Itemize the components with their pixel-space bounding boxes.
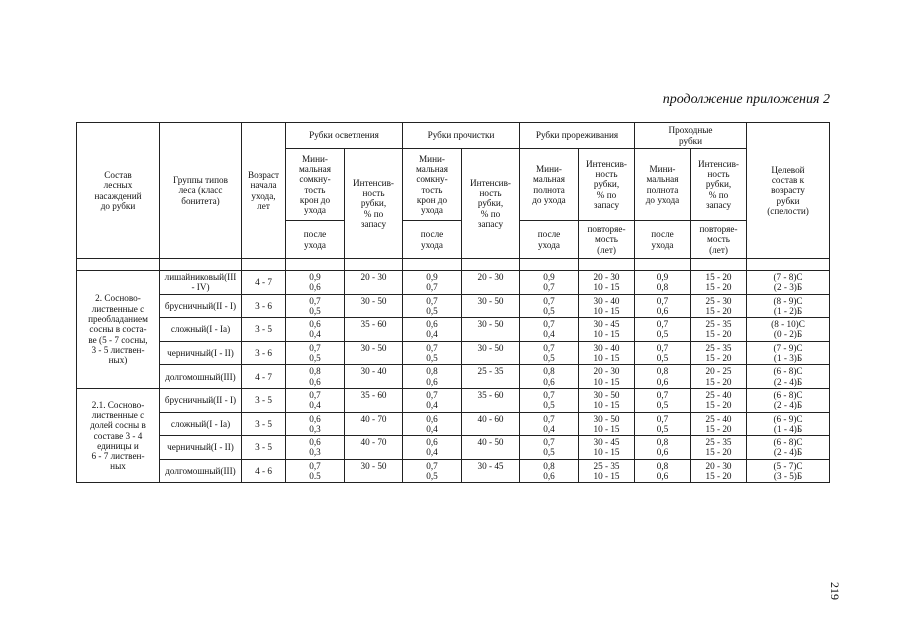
cell-line: (2 - 4)Б (773, 447, 803, 458)
cleaning-intensity-cell: 30 - 45 (462, 459, 520, 483)
cell-line: 0,6 (656, 376, 669, 387)
cleaning-intensity-cell: 40 - 50 (462, 436, 520, 460)
start-age-cell: 4 - 7 (242, 271, 286, 295)
cell-line: 0,6 (309, 282, 321, 293)
lightening-intensity-cell: 20 - 30 (345, 271, 403, 295)
forest-type-cell (160, 294, 242, 318)
thinning-density-cell (520, 412, 579, 436)
cell-line: 0,6 (426, 376, 438, 387)
start-age-cell: 4 - 6 (242, 459, 286, 483)
cell-line: 0,6 (543, 376, 555, 387)
header-after-care: после ухода (286, 221, 345, 259)
cell-line: 0,4 (426, 329, 438, 340)
cell-line: 0,6 (656, 447, 669, 458)
start-age-cell: 3 - 5 (242, 436, 286, 460)
cleaning-closure-cell (403, 294, 462, 318)
cell-line: 0,5 (656, 423, 669, 434)
target-composition-cell (747, 365, 830, 389)
table-row (77, 388, 830, 412)
appendix-caption: продолжение приложения 2 (662, 92, 830, 107)
cell-line: 0,6 (543, 471, 555, 482)
cleaning-closure-cell (403, 388, 462, 412)
cell-line: (6 - 9)С (773, 413, 803, 424)
header-after-care: после ухода (520, 221, 579, 259)
cell-line: 0,4 (309, 400, 321, 411)
passing-density-cell (635, 365, 691, 389)
cell-line: 0,7 (426, 342, 438, 353)
thinning-density-cell (520, 365, 579, 389)
cell-line: долгомошный (165, 465, 221, 476)
header-after-care: после ухода (403, 221, 462, 259)
cell-line: 0,5 (309, 305, 321, 316)
cell-line: 0,7 (426, 295, 438, 306)
passing-density-cell (635, 318, 691, 342)
header-min-density: Мини- мальная полнота до ухода (635, 149, 691, 221)
forest-type-cell (160, 271, 242, 295)
cell-line: 0,8 (656, 460, 669, 471)
cell-line: (0 - 2)Б (773, 329, 803, 340)
cell-line: сосны в соста- (89, 324, 147, 335)
start-age-cell: 3 - 5 (242, 388, 286, 412)
cell-line: 10 - 15 (593, 353, 620, 364)
start-age-cell: 3 - 6 (242, 341, 286, 365)
thinning-intensity-cell (579, 459, 635, 483)
cell-line: 0,9 (426, 272, 438, 282)
cell-line: черничный (167, 442, 211, 453)
passing-intensity-cell (691, 318, 747, 342)
start-age-cell: 3 - 6 (242, 294, 286, 318)
cleaning-closure-cell (403, 341, 462, 365)
cell-line: ных) (108, 355, 128, 366)
cell-line: 0,8 (543, 366, 555, 377)
passing-density-cell (635, 341, 691, 365)
thinning-density-cell (520, 436, 579, 460)
cell-line: 0,6 (656, 305, 669, 316)
thinning-intensity-cell (579, 436, 635, 460)
cell-line: (I - II) (210, 442, 234, 453)
cell-line: 0,8 (656, 437, 669, 448)
cell-line: лиственные с (91, 409, 145, 420)
cell-line: лишайниковый (164, 272, 225, 282)
cell-line: 25 - 40 (705, 389, 732, 400)
cleaning-closure-cell (403, 271, 462, 295)
table-row (77, 341, 830, 365)
cell-line: 0,7 (426, 460, 438, 471)
header-lightening: Рубки осветления (286, 123, 403, 149)
forest-type-cell (160, 436, 242, 460)
header-composition: Состав лесных насаждений до рубки (77, 123, 160, 259)
cell-line: 20 - 30 (705, 460, 732, 471)
cell-line: (8 - 10)С (771, 319, 805, 330)
target-composition-cell (747, 436, 830, 460)
header-start-age: Возраст начала ухода, лет (242, 123, 286, 259)
cell-line: 10 - 15 (593, 282, 620, 293)
cell-line: 0,5 (656, 353, 669, 364)
header-intensity: Интенсив- ность рубки, % по запасу (345, 149, 403, 259)
lightening-closure-cell (286, 365, 345, 389)
lightening-intensity-cell: 35 - 60 (345, 388, 403, 412)
header-intensity: Интенсив- ность рубки, % по запасу (691, 149, 747, 221)
table-row (77, 294, 830, 318)
cell-line: (3 - 5)Б (773, 471, 803, 482)
lightening-intensity-cell: 30 - 50 (345, 294, 403, 318)
forest-type-cell (160, 412, 242, 436)
cell-line: 10 - 15 (593, 305, 620, 316)
cell-line: (III) (220, 371, 236, 382)
cell-line: 15 - 20 (705, 376, 732, 387)
header-after-care: после ухода (635, 221, 691, 259)
cell-line: 0,6 (426, 413, 438, 424)
table-row (77, 436, 830, 460)
forest-type-cell (160, 365, 242, 389)
target-composition-cell (747, 412, 830, 436)
lightening-intensity-cell: 40 - 70 (345, 412, 403, 436)
cell-line: 0,3 (309, 447, 321, 458)
cleaning-intensity-cell: 30 - 50 (462, 341, 520, 365)
cell-line: 0,8 (309, 366, 321, 377)
cell-line: 0,7 (543, 437, 555, 448)
lightening-intensity-cell: 30 - 40 (345, 365, 403, 389)
passing-density-cell (635, 294, 691, 318)
cell-line: 0,7 (309, 389, 321, 400)
passing-intensity-cell (691, 271, 747, 295)
cell-line: (7 - 9)С (773, 342, 803, 353)
cell-line: (II - I) (213, 395, 237, 406)
header-passing: Проходные рубки (635, 123, 747, 149)
cell-line: 10 - 15 (593, 329, 620, 340)
cell-line: 30 - 40 (593, 342, 620, 353)
forest-type-cell (160, 318, 242, 342)
thinning-density-cell (520, 271, 579, 295)
cell-line: 0,7 (656, 342, 669, 353)
cell-line: сложный (170, 324, 207, 335)
target-composition-cell (747, 341, 830, 365)
cleaning-intensity-cell: 30 - 50 (462, 294, 520, 318)
cell-line: 0,3 (309, 423, 321, 434)
cell-line: 20 - 30 (593, 366, 620, 377)
lightening-closure-cell (286, 294, 345, 318)
thinning-intensity-cell (579, 365, 635, 389)
target-composition-cell (747, 459, 830, 483)
passing-density-cell (635, 388, 691, 412)
cell-line: 0,7 (309, 460, 321, 471)
cell-line: (6 - 8)С (773, 389, 803, 400)
target-composition-cell (747, 318, 830, 342)
forest-type-cell (160, 341, 242, 365)
target-composition-cell (747, 294, 830, 318)
cell-line: 0,7 (656, 389, 669, 400)
cell-line: 0,5 (426, 353, 438, 364)
cell-line: 30 - 50 (593, 413, 620, 424)
lightening-closure-cell (286, 436, 345, 460)
lightening-closure-cell (286, 459, 345, 483)
cell-line: 10 - 15 (593, 376, 620, 387)
cell-line: 25 - 35 (705, 319, 732, 330)
cell-line: 25 - 35 (593, 460, 620, 471)
thinning-density-cell (520, 341, 579, 365)
cell-line: преобладанием (88, 314, 148, 325)
lightening-closure-cell (286, 388, 345, 412)
cell-line: 2.1. Сосново- (91, 399, 145, 410)
cell-line: 0,7 (543, 413, 555, 424)
cell-line: 10 - 15 (593, 447, 620, 458)
cell-line: лиственные с (91, 303, 145, 314)
cell-line: (I - Ia) (206, 418, 231, 429)
header-repeat: повторяе- мость (лет) (691, 221, 747, 259)
cell-line: 0,8 (426, 366, 438, 377)
passing-density-cell (635, 271, 691, 295)
cell-line: (8 - 9)С (773, 295, 803, 306)
cell-line: 3 - 5 листвен- (91, 344, 145, 355)
header-intensity: Интенсив- ность рубки, % по запасу (462, 149, 520, 259)
thinning-density-cell (520, 388, 579, 412)
cell-line: 0,7 (426, 389, 438, 400)
cell-line: (7 - 8)С (773, 272, 803, 282)
cell-line: 0,5 (426, 305, 438, 316)
target-composition-cell (747, 388, 830, 412)
cell-line: 15 - 20 (705, 400, 732, 411)
cleaning-intensity-cell: 35 - 60 (462, 388, 520, 412)
passing-intensity-cell (691, 341, 747, 365)
cell-line: 6 - 7 листвен- (91, 451, 145, 462)
cell-line: 0,8 (656, 282, 669, 293)
cell-line: 25 - 35 (705, 437, 732, 448)
thinning-intensity-cell (579, 412, 635, 436)
cell-line: 15 - 20 (705, 282, 732, 293)
thinning-intensity-cell (579, 318, 635, 342)
header-target: Целевой состав к возрасту рубки (спелости) (747, 123, 830, 259)
header-thinning: Рубки прореживания (520, 123, 635, 149)
cell-line: 0,9 (656, 272, 669, 282)
lightening-closure-cell (286, 271, 345, 295)
cell-line: сложный (170, 418, 207, 429)
cleaning-intensity-cell: 40 - 60 (462, 412, 520, 436)
cell-line: 30 - 40 (593, 295, 620, 306)
cell-line: единицы и (97, 440, 139, 451)
cell-line: 2. Сосново- (95, 293, 141, 304)
table-row (77, 365, 830, 389)
cell-line: брусничный (164, 395, 214, 406)
cell-line: (1 - 4)Б (773, 423, 803, 434)
cell-line: (2 - 4)Б (773, 376, 803, 387)
cell-line: 0,5 (543, 305, 555, 316)
cell-line: 20 - 30 (593, 272, 620, 282)
cell-line: 0,6 (309, 376, 321, 387)
cell-line: 0,6 (426, 319, 438, 330)
cell-line: (I - II) (210, 347, 234, 358)
cell-line: (I - Ia) (206, 324, 231, 335)
cell-line: 25 - 30 (705, 295, 732, 306)
lightening-closure-cell (286, 412, 345, 436)
cleaning-closure-cell (403, 365, 462, 389)
cell-line: 0,5 (543, 400, 555, 411)
thinning-intensity-cell (579, 294, 635, 318)
cell-line: (1 - 2)Б (773, 305, 803, 316)
lightening-intensity-cell: 40 - 70 (345, 436, 403, 460)
cell-line: долей сосны в (90, 420, 146, 431)
cell-line: (6 - 8)С (773, 366, 803, 377)
start-age-cell: 4 - 7 (242, 365, 286, 389)
cell-line: долгомошный (165, 371, 221, 382)
cell-line: 0,7 (656, 295, 669, 306)
cleaning-closure-cell (403, 459, 462, 483)
cell-line: ве (5 - 7 сосны, (88, 334, 148, 345)
cleaning-intensity-cell: 30 - 50 (462, 318, 520, 342)
cell-line: 0,6 (309, 413, 321, 424)
cleaning-closure-cell (403, 436, 462, 460)
cell-line: (III - IV) (191, 272, 237, 293)
composition-cell (77, 388, 160, 482)
header-forest-groups: Группы типов леса (класс бонитета) (160, 123, 242, 259)
cell-line: (5 - 7)С (773, 460, 803, 471)
cell-line: 0,7 (309, 342, 321, 353)
cell-line: 0,7 (543, 282, 555, 293)
thinning-norms-table (76, 122, 830, 483)
table-row (77, 318, 830, 342)
lightening-closure-cell (286, 318, 345, 342)
cell-line: 15 - 20 (705, 305, 732, 316)
cell-line: 0,6 (426, 437, 438, 448)
cell-line: 0,4 (309, 329, 321, 340)
cell-line: 10 - 15 (593, 423, 620, 434)
thinning-density-cell (520, 294, 579, 318)
thinning-intensity-cell (579, 341, 635, 365)
cell-line: 0,5 (656, 400, 669, 411)
passing-density-cell (635, 436, 691, 460)
cell-line: (2 - 3)Б (773, 282, 803, 293)
passing-density-cell (635, 412, 691, 436)
cell-line: 15 - 20 (705, 353, 732, 364)
cell-line: 0,4 (543, 329, 555, 340)
cell-line: 0,8 (656, 366, 669, 377)
lightening-intensity-cell: 30 - 50 (345, 341, 403, 365)
cell-line: 0,4 (426, 447, 438, 458)
cell-line: 0,7 (543, 295, 555, 306)
table-row (77, 271, 830, 295)
cell-line: 0,5 (656, 329, 669, 340)
header-min-closure: Мини- мальная сомкну- тость крон до ухода (403, 149, 462, 221)
cell-line: ных (110, 461, 126, 472)
cell-line: (II - I) (213, 300, 237, 311)
header-repeat: повторяе- мость (лет) (579, 221, 635, 259)
cell-line: 0,7 (426, 282, 438, 293)
cell-line: 0,5 (543, 447, 555, 458)
cell-line: 0,9 (309, 272, 321, 282)
header-intensity: Интенсив- ность рубки, % по запасу (579, 149, 635, 221)
table-row (77, 412, 830, 436)
page-number: 219 (828, 582, 842, 600)
cell-line: 0,7 (656, 413, 669, 424)
cell-line: 0,7 (543, 319, 555, 330)
cell-line: 10 - 15 (593, 471, 620, 482)
cell-line: 0,7 (309, 295, 321, 306)
cell-line: (III) (220, 465, 236, 476)
cleaning-closure-cell (403, 412, 462, 436)
cell-line: 0,5 (309, 353, 321, 364)
cell-line: 30 - 45 (593, 319, 620, 330)
start-age-cell: 3 - 5 (242, 412, 286, 436)
forest-type-cell (160, 388, 242, 412)
lightening-intensity-cell: 35 - 60 (345, 318, 403, 342)
cell-line: 0,8 (543, 460, 555, 471)
cell-line: (1 - 3)Б (773, 353, 803, 364)
cell-line: (6 - 8)С (773, 437, 803, 448)
cell-line: 25 - 35 (705, 342, 732, 353)
cell-line: 15 - 20 (705, 471, 732, 482)
table-row (77, 459, 830, 483)
cell-line: 0,7 (656, 319, 669, 330)
passing-intensity-cell (691, 388, 747, 412)
cell-line: 0,9 (543, 272, 555, 282)
lightening-intensity-cell: 30 - 50 (345, 459, 403, 483)
thinning-density-cell (520, 318, 579, 342)
cell-line: 30 - 45 (593, 437, 620, 448)
thinning-density-cell (520, 459, 579, 483)
cell-line: 10 - 15 (593, 400, 620, 411)
cleaning-closure-cell (403, 318, 462, 342)
cell-line: 0,6 (309, 437, 321, 448)
cell-line: 0,4 (426, 423, 438, 434)
passing-intensity-cell (691, 436, 747, 460)
composition-cell (77, 271, 160, 389)
forest-type-cell (160, 459, 242, 483)
lightening-closure-cell (286, 341, 345, 365)
cell-line: 20 - 25 (705, 366, 732, 377)
cell-line: 0,4 (543, 423, 555, 434)
thinning-intensity-cell (579, 271, 635, 295)
cell-line: 30 - 50 (593, 389, 620, 400)
start-age-cell: 3 - 5 (242, 318, 286, 342)
passing-density-cell (635, 459, 691, 483)
cell-line: 0,7 (543, 342, 555, 353)
cell-line: брусничный (164, 300, 214, 311)
passing-intensity-cell (691, 365, 747, 389)
cleaning-intensity-cell: 25 - 35 (462, 365, 520, 389)
table-body (77, 271, 830, 483)
cell-line: 15 - 20 (705, 447, 732, 458)
cell-line: 0,6 (656, 471, 669, 482)
target-composition-cell (747, 271, 830, 295)
cell-line: 0,4 (426, 400, 438, 411)
thinning-intensity-cell (579, 388, 635, 412)
cell-line: 15 - 20 (705, 423, 732, 434)
cell-line: черничный (167, 347, 211, 358)
cleaning-intensity-cell: 20 - 30 (462, 271, 520, 295)
header-min-density: Мини- мальная полнота до ухода (520, 149, 579, 221)
cell-line: 15 - 20 (705, 272, 732, 282)
header-min-closure: Мини- мальная сомкну- тость крон до ухода (286, 149, 345, 221)
cell-line: (2 - 4)Б (773, 400, 803, 411)
cell-line: 0,5 (543, 353, 555, 364)
cell-line: 0,6 (309, 319, 321, 330)
cell-line: 15 - 20 (705, 329, 732, 340)
cell-line: 0,5 (426, 471, 438, 482)
cell-line: составе 3 - 4 (93, 430, 143, 441)
cell-line: 25 - 40 (705, 413, 732, 424)
header-cleaning: Рубки прочистки (403, 123, 520, 149)
cell-line: 0.5 (309, 471, 321, 482)
passing-intensity-cell (691, 294, 747, 318)
passing-intensity-cell (691, 459, 747, 483)
passing-intensity-cell (691, 412, 747, 436)
cell-line: 0,7 (543, 389, 555, 400)
